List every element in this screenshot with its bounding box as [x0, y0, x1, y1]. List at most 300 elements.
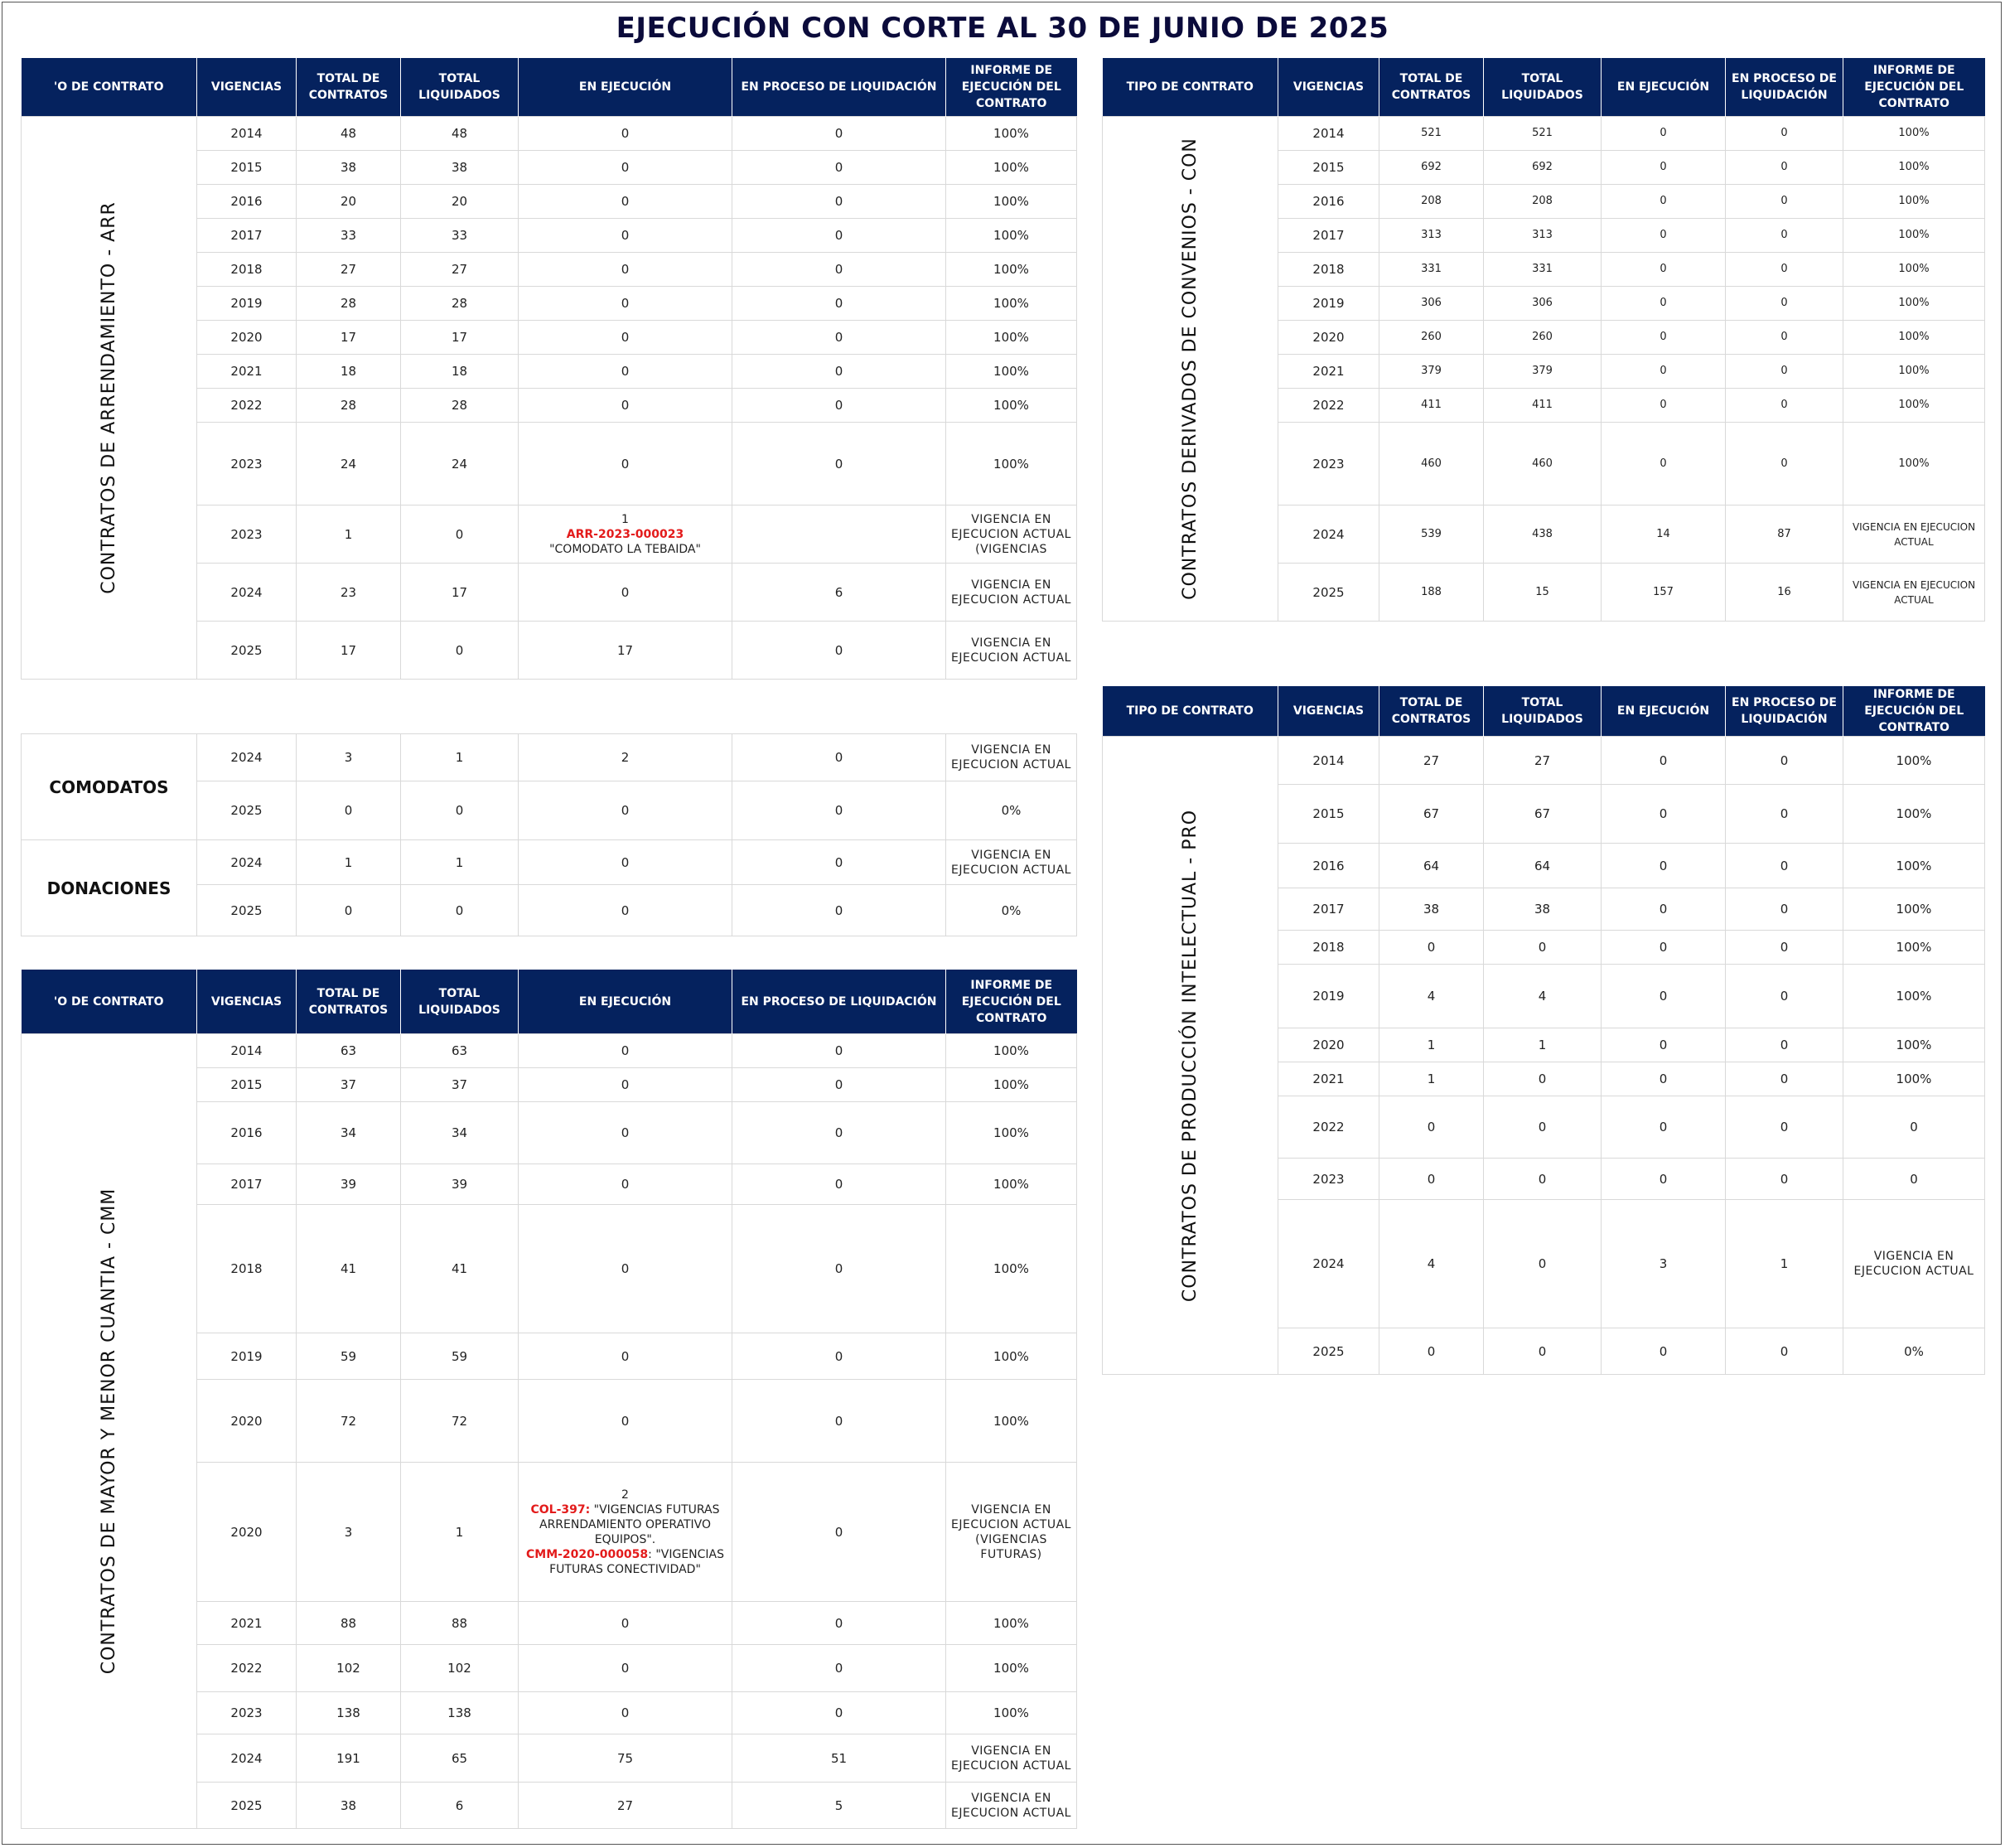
- table-cell: 39: [401, 1164, 519, 1205]
- table-cell: 100%: [1843, 287, 1985, 321]
- table-cell: 2019: [197, 287, 297, 321]
- table-cell: 2022: [1278, 1096, 1379, 1159]
- column-header: VIGENCIAS: [1278, 686, 1379, 737]
- table-cell: 17: [401, 564, 519, 622]
- table-cell: 2014: [197, 1034, 297, 1068]
- table-cell: 17: [297, 321, 401, 355]
- table-cell: 28: [401, 389, 519, 423]
- table-cell: 306: [1484, 287, 1602, 321]
- table-cell: 0: [1726, 321, 1843, 355]
- table-cell: 0: [1726, 1062, 1843, 1096]
- table-cell: 1: [1484, 1028, 1602, 1062]
- table-cell: 0: [519, 1102, 732, 1164]
- table-cell: 0: [732, 1463, 946, 1602]
- table-cell: 692: [1379, 151, 1484, 185]
- column-header: 'O DE CONTRATO: [22, 970, 197, 1034]
- table-cell: 0: [297, 781, 401, 840]
- table-cell: 692: [1484, 151, 1602, 185]
- table-cell: 438: [1484, 506, 1602, 564]
- table-cell: 191: [297, 1734, 401, 1783]
- table-cell: [732, 506, 946, 564]
- table-cell: 27: [519, 1783, 732, 1829]
- table-cell: 0: [519, 355, 732, 389]
- table-cell: 0: [732, 1602, 946, 1645]
- table-cell: 0: [1602, 1096, 1726, 1159]
- table-cell: 14: [1602, 506, 1726, 564]
- table-cell: 0: [732, 355, 946, 389]
- report-cell: VIGENCIA EN EJECUCION ACTUAL: [946, 564, 1077, 622]
- table-cell: 28: [401, 287, 519, 321]
- table-cell: 100%: [946, 1102, 1077, 1164]
- table-cell: 0: [732, 1333, 946, 1380]
- table-cell: 0: [401, 622, 519, 680]
- table-cell: 34: [401, 1102, 519, 1164]
- table-cell: 521: [1484, 117, 1602, 151]
- table-cell: 0: [401, 506, 519, 564]
- table-cell: 100%: [946, 1034, 1077, 1068]
- table-cell: 331: [1484, 253, 1602, 287]
- table-cell: 0: [1484, 1200, 1602, 1328]
- table-cell: 18: [297, 355, 401, 389]
- column-header: EN PROCESO DE LIQUIDACIÓN: [732, 58, 946, 117]
- table-cell: 2020: [197, 1380, 297, 1463]
- table-cell: 20: [401, 185, 519, 219]
- table-cell: 2017: [1278, 219, 1379, 253]
- table-cell: 100%: [1843, 219, 1985, 253]
- donaciones-label: DONACIONES: [22, 840, 197, 936]
- table-cell: 27: [1379, 737, 1484, 785]
- table-cell: 0: [1726, 1028, 1843, 1062]
- table-cell: 0: [1602, 844, 1726, 888]
- table-cell: 0: [1726, 389, 1843, 423]
- table-cell: 1: [401, 1463, 519, 1602]
- table-cell: 0: [1843, 1096, 1985, 1159]
- table-cell: 1: [297, 840, 401, 885]
- report-cell: VIGENCIA EN EJECUCION ACTUAL: [1843, 564, 1985, 622]
- table-cell: 2021: [1278, 1062, 1379, 1096]
- special-desc-2: : "VIGENCIAS FUTURAS CONECTIVIDAD": [549, 1547, 725, 1576]
- table-cell: 411: [1379, 389, 1484, 423]
- table-cell: 2025: [197, 1783, 297, 1829]
- table-cell: 379: [1379, 355, 1484, 389]
- table-cell: 2024: [197, 1734, 297, 1783]
- table-cell: 33: [401, 219, 519, 253]
- table-cell: 100%: [1843, 253, 1985, 287]
- table-cell: 100%: [946, 1380, 1077, 1463]
- column-header: VIGENCIAS: [1278, 58, 1379, 117]
- table-cell: 0: [732, 1205, 946, 1333]
- table-cell: 0: [519, 1692, 732, 1734]
- table-cell: 20: [297, 185, 401, 219]
- column-header: EN EJECUCIÓN: [519, 970, 732, 1034]
- table-cell: 0: [519, 840, 732, 885]
- table-cell: 6: [732, 564, 946, 622]
- table-cell: 100%: [1843, 423, 1985, 506]
- table-cell: 521: [1379, 117, 1484, 151]
- column-header: TOTAL DE CONTRATOS: [297, 58, 401, 117]
- column-header: TIPO DE CONTRATO: [1103, 58, 1278, 117]
- table-cell: 41: [401, 1205, 519, 1333]
- column-header: TOTAL LIQUIDADOS: [1484, 58, 1602, 117]
- header-row: [22, 58, 1077, 117]
- table-cell: 100%: [946, 1602, 1077, 1645]
- table-cell: 0: [1843, 1159, 1985, 1200]
- table-cell: 0: [732, 840, 946, 885]
- table-cell: 0: [1484, 1062, 1602, 1096]
- table-cell: 33: [297, 219, 401, 253]
- column-header: TOTAL DE CONTRATOS: [297, 970, 401, 1034]
- table-cell: 2020: [197, 321, 297, 355]
- table-cell: 2016: [197, 1102, 297, 1164]
- table-cell: 0: [519, 1164, 732, 1205]
- column-header: TIPO DE CONTRATO: [1103, 686, 1278, 737]
- column-header: INFORME DE EJECUCIÓN DEL CONTRATO: [1843, 686, 1985, 737]
- table-cell: 0: [1379, 931, 1484, 965]
- column-header: INFORME DE EJECUCIÓN DEL CONTRATO: [1843, 58, 1985, 117]
- column-header: EN PROCESO DE LIQUIDACIÓN: [732, 970, 946, 1034]
- table-cell: 2024: [197, 840, 297, 885]
- table-cell: 0: [1726, 931, 1843, 965]
- table-cell: 4: [1379, 965, 1484, 1028]
- table-cell: 0: [519, 423, 732, 506]
- column-header: EN PROCESO DE LIQUIDACIÓN: [1726, 686, 1843, 737]
- table-cell: 0: [1379, 1328, 1484, 1375]
- table-cell: 0: [732, 389, 946, 423]
- table-cell: 24: [401, 423, 519, 506]
- header-row: [22, 970, 1077, 1034]
- table-cell: 2023: [197, 423, 297, 506]
- table-cell: 17: [519, 622, 732, 680]
- table-cell: 48: [401, 117, 519, 151]
- table-cell: 0: [732, 185, 946, 219]
- column-header: EN EJECUCIÓN: [1602, 686, 1726, 737]
- table-cell: 88: [297, 1602, 401, 1645]
- group-label: CONTRATOS DE ARRENDAMIENTO - ARR: [98, 201, 119, 594]
- table-cell: 17: [401, 321, 519, 355]
- table-cell: 100%: [1843, 151, 1985, 185]
- table-cell: 0: [1726, 117, 1843, 151]
- table-cell: 4: [1484, 965, 1602, 1028]
- table-cell: 0: [1602, 737, 1726, 785]
- table-cell: 208: [1484, 185, 1602, 219]
- table-cell: 2023: [197, 1692, 297, 1734]
- table-cell: 2019: [1278, 965, 1379, 1028]
- column-header: 'O DE CONTRATO: [22, 58, 197, 117]
- column-header: TOTAL LIQUIDADOS: [1484, 686, 1602, 737]
- table-cell: 0: [1602, 253, 1726, 287]
- table-cell: 39: [297, 1164, 401, 1205]
- table-cell: 102: [297, 1645, 401, 1692]
- table-cell: 0: [519, 321, 732, 355]
- con-table: [1102, 58, 1984, 622]
- table-cell: 100%: [1843, 389, 1985, 423]
- table-cell: 0: [732, 287, 946, 321]
- table-cell: 0: [1726, 785, 1843, 844]
- table-cell: 48: [297, 117, 401, 151]
- table-cell: 0: [1726, 1159, 1843, 1200]
- table-cell: 2014: [1278, 737, 1379, 785]
- table-cell: 100%: [946, 1164, 1077, 1205]
- table-row: [22, 734, 1077, 781]
- table-cell: 306: [1379, 287, 1484, 321]
- table-cell: 100%: [1843, 355, 1985, 389]
- column-header: TOTAL DE CONTRATOS: [1379, 58, 1484, 117]
- table-cell: 64: [1379, 844, 1484, 888]
- page-title: EJECUCIÓN CON CORTE AL 30 DE JUNIO DE 2025: [616, 12, 1389, 45]
- table-cell: 87: [1726, 506, 1843, 564]
- table-cell: 0: [519, 253, 732, 287]
- table-cell: 157: [1602, 564, 1726, 622]
- table-cell: 100%: [1843, 785, 1985, 844]
- report-cell: VIGENCIA EN EJECUCION ACTUAL: [946, 840, 1077, 885]
- table-cell: 63: [297, 1034, 401, 1068]
- special-cell: [519, 1463, 732, 1602]
- table-cell: 18: [401, 355, 519, 389]
- table-cell: 2025: [1278, 1328, 1379, 1375]
- table-cell: 0: [1726, 965, 1843, 1028]
- table-cell: 0: [519, 1034, 732, 1068]
- table-cell: 0: [519, 1380, 732, 1463]
- table-row: [22, 840, 1077, 885]
- table-cell: 3: [297, 1463, 401, 1602]
- table-cell: 539: [1379, 506, 1484, 564]
- table-row: [1103, 737, 1985, 785]
- table-cell: 0: [1726, 219, 1843, 253]
- header-row: [1103, 58, 1985, 117]
- table-cell: 0: [1726, 1096, 1843, 1159]
- table-cell: 2020: [197, 1463, 297, 1602]
- table-cell: 2020: [1278, 321, 1379, 355]
- table-cell: 2017: [197, 1164, 297, 1205]
- table-cell: 41: [297, 1205, 401, 1333]
- arr-table: [21, 58, 1076, 680]
- table-cell: 2021: [197, 1602, 297, 1645]
- table-cell: 2018: [1278, 931, 1379, 965]
- table-cell: 0: [1484, 1328, 1602, 1375]
- table-cell: 0: [1602, 1159, 1726, 1200]
- table-cell: 64: [1484, 844, 1602, 888]
- report-cell: VIGENCIA EN EJECUCION ACTUAL: [946, 1734, 1077, 1783]
- table-cell: 0: [1602, 185, 1726, 219]
- table-cell: 100%: [946, 219, 1077, 253]
- table-cell: 100%: [1843, 931, 1985, 965]
- table-cell: 100%: [946, 1205, 1077, 1333]
- table-cell: 1: [1379, 1028, 1484, 1062]
- table-cell: 100%: [946, 355, 1077, 389]
- table-cell: 0: [732, 219, 946, 253]
- group-label: CONTRATOS DERIVADOS DE CONVENIOS - CON: [1179, 138, 1201, 600]
- table-cell: 0: [519, 1205, 732, 1333]
- table-cell: 0: [1602, 785, 1726, 844]
- table-cell: 100%: [1843, 965, 1985, 1028]
- table-cell: 0: [1602, 965, 1726, 1028]
- table-cell: 188: [1379, 564, 1484, 622]
- table-cell: 313: [1379, 219, 1484, 253]
- table-cell: 0: [732, 781, 946, 840]
- report-cell: 0%: [946, 885, 1077, 936]
- table-cell: 38: [1379, 888, 1484, 931]
- table-cell: 0: [1602, 321, 1726, 355]
- table-cell: 2025: [197, 781, 297, 840]
- table-cell: 100%: [1843, 321, 1985, 355]
- table-cell: 0: [519, 389, 732, 423]
- cmm-table: [21, 970, 1076, 1829]
- table-cell: 100%: [1843, 1062, 1985, 1096]
- table-cell: 100%: [1843, 888, 1985, 931]
- table-cell: 100%: [946, 389, 1077, 423]
- column-header: TOTAL LIQUIDADOS: [401, 58, 519, 117]
- table-cell: 2023: [1278, 1159, 1379, 1200]
- table-cell: 2018: [197, 1205, 297, 1333]
- table-cell: 0: [519, 564, 732, 622]
- group-label: CONTRATOS DE MAYOR Y MENOR CUANTIA - CMM: [98, 1188, 119, 1675]
- table-cell: 100%: [1843, 737, 1985, 785]
- table-cell: 0: [519, 1333, 732, 1380]
- column-header: EN EJECUCIÓN: [519, 58, 732, 117]
- table-cell: 0: [1726, 737, 1843, 785]
- table-cell: 2016: [1278, 185, 1379, 219]
- report-cell: VIGENCIA EN EJECUCION ACTUAL (VIGENCIAS: [946, 506, 1077, 564]
- table-cell: 0: [732, 885, 946, 936]
- table-cell: 0: [1602, 931, 1726, 965]
- table-cell: 100%: [1843, 117, 1985, 151]
- table-cell: 1: [401, 734, 519, 781]
- comodatos-donaciones-table: [21, 733, 1076, 936]
- table-cell: 75: [519, 1734, 732, 1783]
- table-cell: 27: [1484, 737, 1602, 785]
- special-code-1: COL-397:: [530, 1502, 591, 1517]
- table-cell: 15: [1484, 564, 1602, 622]
- table-cell: 37: [401, 1068, 519, 1102]
- column-header: EN PROCESO DE LIQUIDACIÓN: [1726, 58, 1843, 117]
- report-cell: VIGENCIA EN EJECUCION ACTUAL: [946, 1783, 1077, 1829]
- table-cell: 2015: [197, 1068, 297, 1102]
- table-cell: 0: [732, 1034, 946, 1068]
- table-cell: 24: [297, 423, 401, 506]
- table-cell: 0: [732, 1102, 946, 1164]
- table-cell: 0: [519, 151, 732, 185]
- table-cell: 0: [1726, 185, 1843, 219]
- table-cell: 72: [401, 1380, 519, 1463]
- table-cell: 0: [519, 781, 732, 840]
- table-cell: 0: [401, 885, 519, 936]
- table-cell: 331: [1379, 253, 1484, 287]
- table-cell: 0: [732, 423, 946, 506]
- column-header: TOTAL DE CONTRATOS: [1379, 686, 1484, 737]
- table-cell: 0: [732, 117, 946, 151]
- table-row: [22, 117, 1077, 151]
- table-cell: 38: [1484, 888, 1602, 931]
- table-cell: 67: [1484, 785, 1602, 844]
- special-count: 1: [621, 512, 629, 526]
- special-cell: [519, 506, 732, 564]
- table-cell: 2021: [1278, 355, 1379, 389]
- table-cell: 0: [519, 1068, 732, 1102]
- table-cell: 28: [297, 389, 401, 423]
- table-cell: 102: [401, 1645, 519, 1692]
- table-cell: 2025: [197, 885, 297, 936]
- table-cell: 0: [732, 734, 946, 781]
- table-cell: 0: [1484, 931, 1602, 965]
- table-cell: 0: [1726, 287, 1843, 321]
- table-cell: 0: [732, 1380, 946, 1463]
- column-header: INFORME DE EJECUCIÓN DEL CONTRATO: [946, 58, 1077, 117]
- table-cell: 2021: [197, 355, 297, 389]
- table-cell: 2023: [1278, 423, 1379, 506]
- table-cell: 0: [1484, 1096, 1602, 1159]
- table-cell: 100%: [946, 321, 1077, 355]
- table-cell: 0: [1726, 1328, 1843, 1375]
- table-cell: 411: [1484, 389, 1602, 423]
- table-cell: 3: [1602, 1200, 1726, 1328]
- table-cell: 0: [1726, 888, 1843, 931]
- table-cell: 0: [1602, 355, 1726, 389]
- table-cell: 2015: [1278, 785, 1379, 844]
- report-cell: VIGENCIA EN EJECUCION ACTUAL: [946, 622, 1077, 680]
- table-cell: 1: [297, 506, 401, 564]
- table-cell: 100%: [946, 253, 1077, 287]
- table-cell: 27: [401, 253, 519, 287]
- table-cell: 0: [519, 1602, 732, 1645]
- table-cell: 0: [1379, 1159, 1484, 1200]
- table-cell: 38: [297, 151, 401, 185]
- table-cell: 0: [1602, 389, 1726, 423]
- table-cell: 2016: [1278, 844, 1379, 888]
- table-cell: 313: [1484, 219, 1602, 253]
- table-cell: 379: [1484, 355, 1602, 389]
- table-cell: 6: [401, 1783, 519, 1829]
- table-cell: 4: [1379, 1200, 1484, 1328]
- pro-group-label: [1103, 737, 1278, 1375]
- table-cell: 0: [732, 1164, 946, 1205]
- table-cell: 460: [1379, 423, 1484, 506]
- table-cell: 2024: [197, 734, 297, 781]
- table-cell: 0: [1602, 1328, 1726, 1375]
- table-row: [1103, 117, 1985, 151]
- table-cell: 2019: [1278, 287, 1379, 321]
- special-desc: "COMODATO LA TEBAIDA": [549, 542, 701, 556]
- special-code-2: CMM-2020-000058: [525, 1547, 649, 1561]
- table-cell: 5: [732, 1783, 946, 1829]
- table-cell: 0: [1602, 423, 1726, 506]
- table-cell: 59: [297, 1333, 401, 1380]
- table-cell: 100%: [946, 1068, 1077, 1102]
- table-cell: 0: [1379, 1096, 1484, 1159]
- table-cell: 0: [519, 185, 732, 219]
- pro-table: [1102, 686, 1984, 1375]
- table-cell: 2017: [197, 219, 297, 253]
- table-cell: 2015: [197, 151, 297, 185]
- table-cell: 0: [519, 287, 732, 321]
- table-cell: 2017: [1278, 888, 1379, 931]
- table-cell: 2014: [1278, 117, 1379, 151]
- report-cell: VIGENCIA EN EJECUCION ACTUAL (VIGENCIAS FUTURAS): [946, 1463, 1077, 1602]
- table-cell: 2022: [197, 389, 297, 423]
- table-cell: 100%: [946, 1333, 1077, 1380]
- table-cell: 34: [297, 1102, 401, 1164]
- table-cell: 2020: [1278, 1028, 1379, 1062]
- table-cell: 2024: [1278, 1200, 1379, 1328]
- table-cell: 17: [297, 622, 401, 680]
- table-cell: 0: [401, 781, 519, 840]
- table-cell: 2: [519, 734, 732, 781]
- table-cell: 0: [1726, 423, 1843, 506]
- special-count: 2: [621, 1488, 629, 1502]
- table-cell: 138: [401, 1692, 519, 1734]
- table-cell: 38: [297, 1783, 401, 1829]
- table-cell: 2024: [1278, 506, 1379, 564]
- table-cell: 63: [401, 1034, 519, 1068]
